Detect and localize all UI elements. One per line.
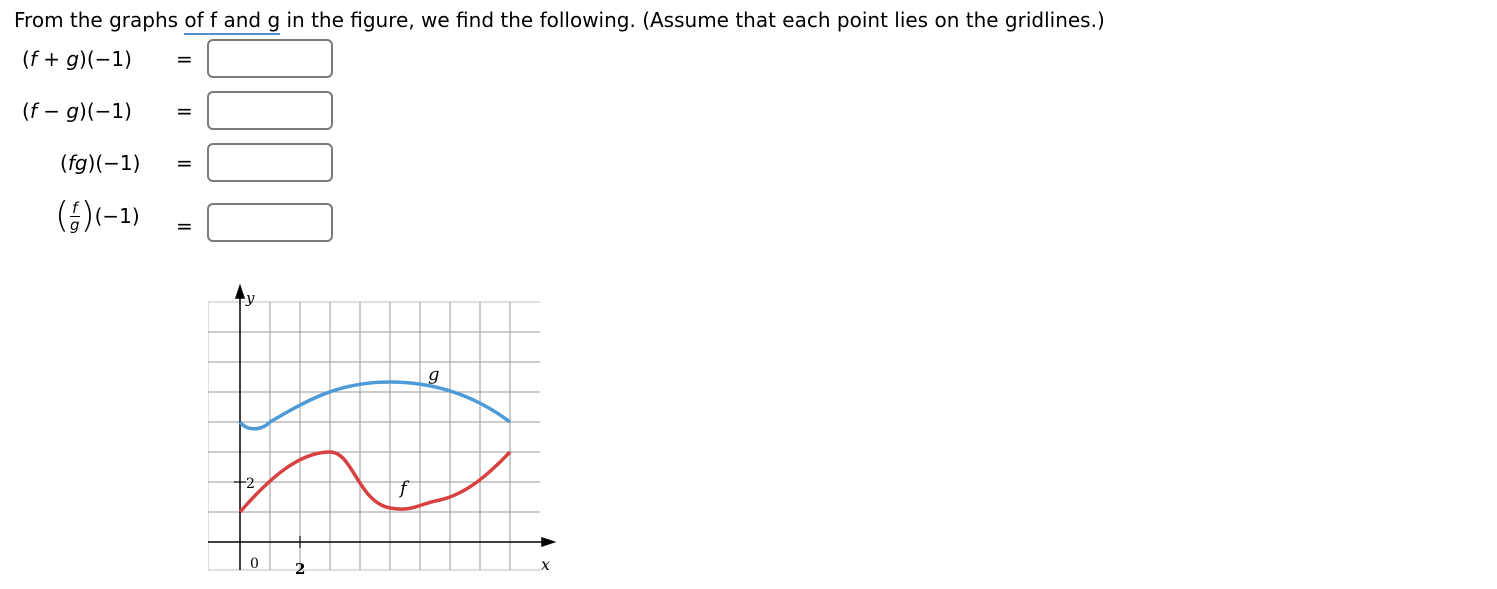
equals-sign: = bbox=[176, 214, 193, 238]
f-curve-label: f bbox=[400, 478, 407, 499]
answer-input-quotient[interactable] bbox=[207, 203, 333, 242]
x-axis-arrow-icon bbox=[542, 538, 554, 546]
problem-prompt bbox=[14, 7, 1105, 33]
expr-open-paren: ( bbox=[55, 195, 70, 236]
expr-argument: (−1) bbox=[94, 204, 140, 228]
prompt-text-start: From the graphs bbox=[14, 8, 185, 32]
y-axis-arrow-icon bbox=[236, 286, 244, 298]
fraction-f-over-g bbox=[70, 200, 80, 233]
expression-quotient bbox=[55, 195, 140, 236]
expression-sum bbox=[22, 47, 132, 71]
expr-open-paren: ( bbox=[60, 151, 68, 175]
y-axis-label: y bbox=[246, 289, 255, 307]
x-tick-label-2: 2 bbox=[295, 560, 306, 578]
fraction-numerator: f bbox=[70, 200, 80, 217]
g-curve-label: g bbox=[428, 364, 440, 385]
prompt-underlined-phrase: of f and g bbox=[184, 8, 280, 35]
answer-input-product[interactable] bbox=[207, 143, 333, 182]
expr-close-paren: ) bbox=[80, 195, 95, 236]
expr-open-paren: ( bbox=[22, 47, 30, 71]
expr-function-name: f + g bbox=[29, 47, 80, 71]
answer-row-quotient bbox=[0, 195, 360, 242]
expr-argument: )(−1) bbox=[79, 99, 132, 123]
x-axis-label: x bbox=[541, 555, 551, 574]
fraction-denominator: g bbox=[70, 215, 80, 234]
grid bbox=[208, 302, 540, 570]
equals-sign: = bbox=[176, 99, 193, 123]
expr-argument: )(−1) bbox=[87, 151, 141, 175]
answer-row-difference bbox=[0, 91, 360, 131]
prompt-text-rest: in the figure, we find the following. (Assume that each point lies on the gridlines.) bbox=[280, 8, 1105, 32]
answer-input-sum[interactable] bbox=[207, 39, 333, 78]
expr-function-name: fg bbox=[67, 151, 88, 175]
expr-argument: )(−1) bbox=[79, 47, 132, 71]
function-graph bbox=[208, 280, 558, 580]
expr-open-paren: ( bbox=[22, 99, 30, 123]
answer-row-sum bbox=[0, 39, 360, 79]
origin-label: 0 bbox=[250, 556, 259, 572]
expression-difference bbox=[22, 99, 132, 123]
equals-sign: = bbox=[176, 47, 193, 71]
expression-product bbox=[60, 151, 140, 175]
expr-function-name: f − g bbox=[29, 99, 80, 123]
y-tick-label-2: 2 bbox=[246, 476, 255, 492]
answer-row-product bbox=[0, 143, 360, 183]
answer-input-difference[interactable] bbox=[207, 91, 333, 130]
equals-sign: = bbox=[176, 151, 193, 175]
